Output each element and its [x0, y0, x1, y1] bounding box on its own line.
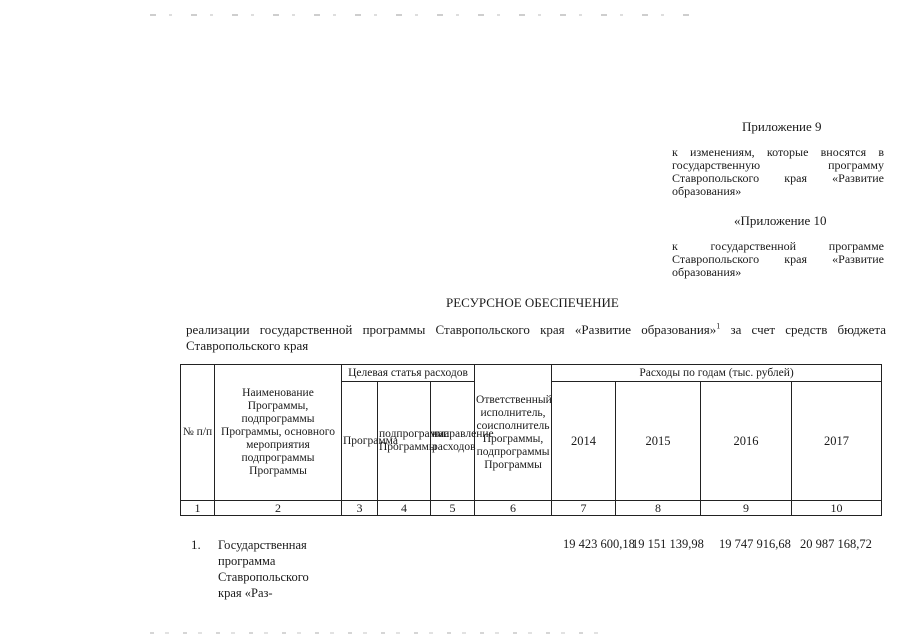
appendix-label: Приложение 9 [742, 119, 822, 134]
column-number: 2 [215, 501, 342, 516]
scan-noise-bottom [150, 632, 610, 634]
subtitle-text-end: за счет средств бюджета Ставропольского края [186, 322, 886, 353]
appendix-note: к изменениям, которые вносятся в государственную программу Ставропольского края «Развитие образования» [672, 145, 884, 198]
header-target-article: Целевая статья расходов [342, 365, 475, 382]
document-subtitle [186, 322, 886, 354]
column-number: 6 [475, 501, 552, 516]
column-number: 9 [701, 501, 792, 516]
column-number: 4 [378, 501, 431, 516]
header-subprogram: подпрограмма Программы [378, 382, 431, 501]
header-name: Наименование Программы, подпрограммы Программы, основного мероприятия подпрограммы Программы [215, 365, 342, 501]
row-name: Государственная программа Ставропольского края «Раз- [218, 538, 309, 600]
footnote-mark: 1 [716, 321, 721, 331]
header-expenses: Расходы по годам (тыс. рублей) [552, 365, 882, 382]
column-number: 1 [181, 501, 215, 516]
row-number: 1. [191, 537, 201, 552]
document-title: РЕСУРСНОЕ ОБЕСПЕЧЕНИЕ [446, 295, 619, 310]
column-number: 8 [616, 501, 701, 516]
header-program: Программа [342, 382, 378, 501]
column-number: 5 [431, 501, 475, 516]
header-direction: направление расходов [431, 382, 475, 501]
row-value-2016: 19 747 916,68 [719, 537, 791, 551]
header-year: 2017 [792, 382, 882, 501]
row-value-2015: 19 151 139,98 [632, 537, 704, 551]
header-responsible: Ответственный исполнитель, соисполнитель Программы, подпрограммы Программы [475, 365, 552, 501]
row-value-2017: 20 987 168,72 [800, 537, 872, 551]
header-year: 2014 [552, 382, 616, 501]
header-year: 2016 [701, 382, 792, 501]
subtitle-text: реализации государственной программы Ставропольского края «Развитие образования» [186, 322, 717, 337]
appendix-ref-note: к государственной программе Ставропольского края «Развитие образования» [672, 239, 884, 279]
header-year: 2015 [616, 382, 701, 501]
resource-table [180, 364, 882, 516]
row-value-2014: 19 423 600,18 [563, 537, 635, 551]
column-number: 10 [792, 501, 882, 516]
column-number: 7 [552, 501, 616, 516]
scan-noise-top [150, 14, 690, 16]
appendix-ref-label: «Приложение 10 [734, 213, 827, 228]
header-num: № п/п [181, 365, 215, 501]
column-number: 3 [342, 501, 378, 516]
